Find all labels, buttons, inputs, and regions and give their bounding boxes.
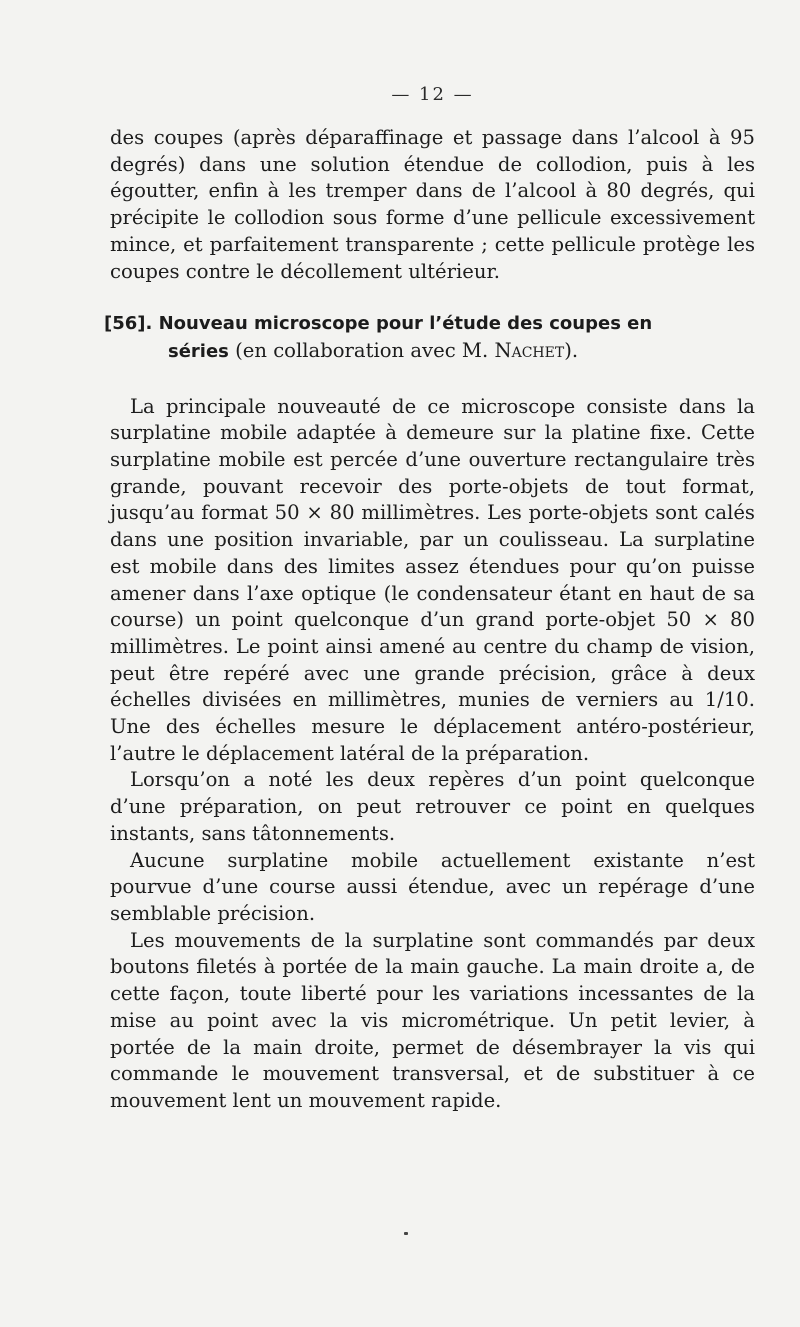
section-subtitle: (en collaboration avec M. — [235, 338, 489, 362]
page-number: — 12 — — [391, 84, 474, 105]
paragraph-4: Les mouvements de la surplatine sont commandés par deux boutons filetés à portée de la main gauche. La main droite a, de cette façon, toute liberté pour les variations incessantes de la mise au point avec la vis micrométrique. Un petit levier, à portée de la main droite, permet de désembrayer la vis qui commande le mouvement transversal, et de substituer à ce mouvement lent un mouvement rapide. — [110, 928, 755, 1112]
section-title-part1: . Nouveau microscope pour l’étude des coupes en — [145, 313, 653, 335]
print-speck — [404, 1232, 408, 1235]
document-page — [104, 84, 755, 1115]
intro-paragraph: des coupes (après déparaffinage et passage dans l’alcool à 95 degrés) dans une solution étendue de collodion, puis à les égoutter, enfin à les tremper dans de l’alcool à 80 degrés, qui précipite le collodion sous forme d’une pellicule excessivement mince, et parfaitement transparente ; cette pellicule protège les coupes contre le décollement ultérieur. — [110, 126, 755, 283]
paragraph-1: La principale nouveauté de ce microscope consiste dans la surplatine mobile adaptée à demeure sur la platine fixe. Cette surplatine mobile est percée d’une ouverture rectangulaire très grande, pouvant recevoir des porte-objets de tout format, jusqu’au format 50 × 80 millimètres. Les porte-objets sont calés dans une position invariable, par un coulisseau. La surplatine est mobile dans des limites assez étendues pour qu’on puisse amener dans l’axe optique (le condensateur étant en haut de sa course) un point quelconque d’un grand porte-objet 50 × 80 millimètres. Le point ainsi amené au centre du champ de vision, peut être repéré avec une grande précision, grâce à deux échelles divisées en millimètres, munies de verniers au 1/10. Une des échelles mesure le déplacement antéro-postérieur, l’autre le déplacement latéral de la préparation. — [110, 394, 755, 765]
section-heading — [104, 310, 755, 365]
paragraph-2: Lorsqu’on a noté les deux repères d’un point quelconque d’une préparation, on peut retrouver ce point en quelques instants, sans tâtonnements. — [110, 768, 755, 845]
paragraph-3: Aucune surplatine mobile actuellement existante n’est pourvue d’une course aussi étendue, avec un repérage d’une semblable précision. — [110, 848, 755, 925]
section-subtitle-end: ). — [564, 338, 579, 362]
collaborator-name: Nachet — [494, 338, 565, 362]
section-title-part2: séries — [168, 340, 229, 362]
section-number: [56] — [104, 313, 146, 335]
